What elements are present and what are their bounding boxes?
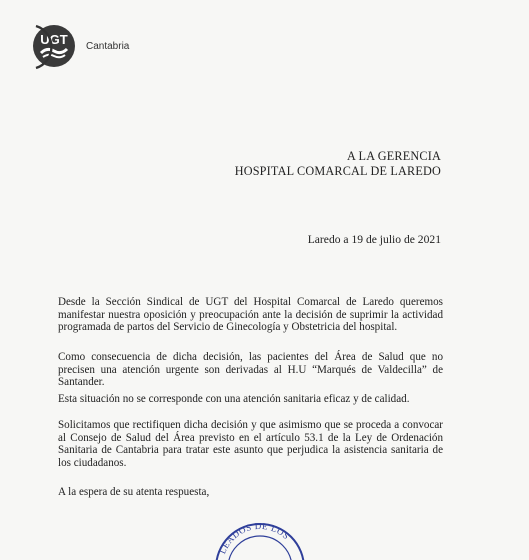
paragraph-4: Solicitamos que rectifiquen dicha decisión y que asimismo que se proceda a convocar al Consejo de Salud del Área previsto en el artículo 53.1 de la Ley de Ordenación Sanitaria de Cantabria para tratar este asunto que perjudica la asistencia sanitaria de los ciudadanos. (58, 419, 443, 469)
closing-line: A la espera de su atenta respuesta, (58, 486, 210, 498)
svg-text:LEADOS DE LOS (217, 521, 291, 555)
logo-brand: UGT (40, 32, 68, 47)
union-stamp (205, 520, 315, 560)
logo-region-label: Cantabria (86, 41, 130, 52)
logo-arc-icon (30, 22, 60, 72)
paragraph-1: Desde la Sección Sindical de UGT del Hospital Comarcal de Laredo queremos manifestar nuestra oposición y preocupación ante la decisión de suprimir la actividad programada de partos del Servicio de Ginecología y Obstetricia del hospital. (58, 296, 443, 334)
addressee-line-2: HOSPITAL COMARCAL DE LAREDO (234, 164, 441, 178)
paragraph-3: Esta situación no se corresponde con una atención sanitaria eficaz y de calidad. (58, 393, 410, 405)
stamp-seal-icon (205, 520, 315, 560)
paragraph-2: Como consecuencia de dicha decisión, las pacientes del Área de Salud que no precisen una atención urgente son derivadas al H.U “Marqués de Valdecilla” de Santander. (58, 351, 443, 389)
stamp-text: LEADOS DE LOS (217, 520, 292, 556)
ugt-logo (30, 22, 160, 78)
addressee-block (235, 149, 441, 179)
addressee-line-1: A LA GERENCIA (346, 149, 441, 163)
letter-date: Laredo a 19 de julio de 2021 (307, 233, 441, 246)
